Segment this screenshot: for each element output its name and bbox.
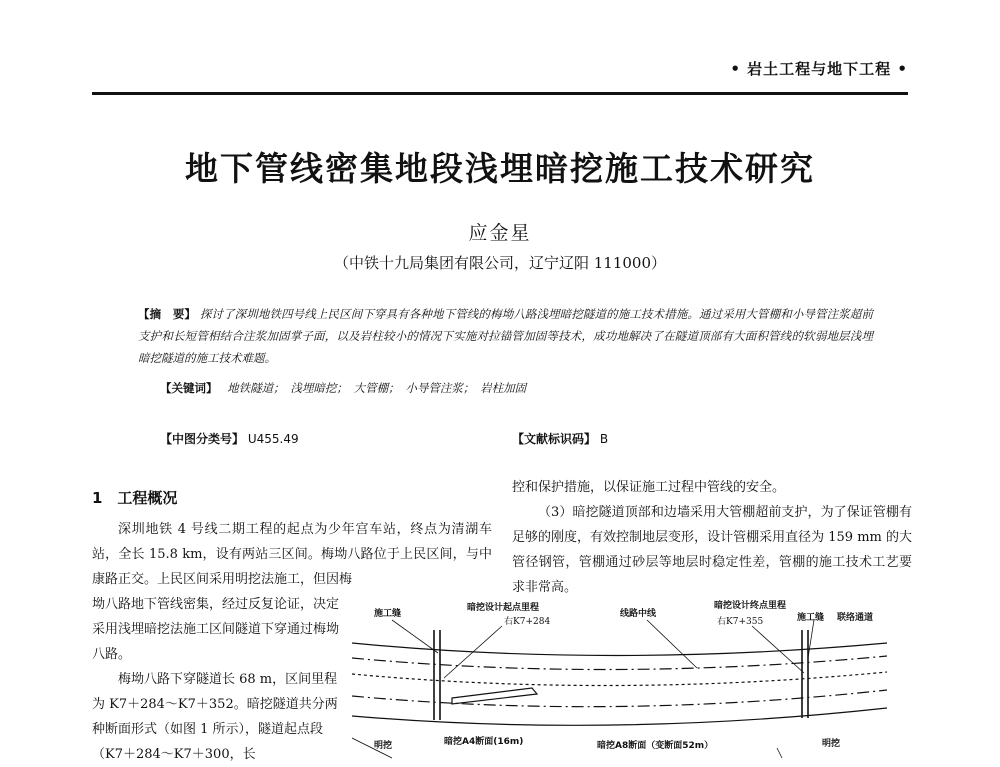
- header-bullet-left: •: [730, 60, 741, 78]
- label-start-value: 右K7+284: [504, 617, 551, 627]
- label-section-a4: 暗挖A4断面(16m): [444, 737, 524, 747]
- tunnel-center-dash-lower: [352, 690, 887, 707]
- label-open-cut-left: 明挖: [374, 741, 393, 751]
- right-column-line-1: 控和保护措施，以保证施工过程中管线的安全。: [512, 480, 786, 495]
- body-paragraph-left-narrow: [92, 592, 342, 767]
- dim-tick-right: [777, 748, 782, 758]
- pipeline-dotted-line: [352, 672, 887, 686]
- header-bullet-right: •: [897, 60, 908, 78]
- tunnel-center-dash-upper: [352, 656, 887, 670]
- tunnel-outer-bottom-line: [352, 708, 887, 725]
- leader-centerline: [647, 620, 697, 668]
- body-paragraph-3: （3）暗挖隧道顶部和边墙采用大管棚超前支护，为了保证管棚有足够的刚度，有效控制地层变形，设计管棚采用直径为 159 mm 的大管径钢管，管棚通过砂层等地层时稳定性差，管棚的施工技术工艺要求非常高。: [512, 505, 912, 595]
- header-rule: [92, 92, 908, 95]
- leader-start: [444, 626, 502, 678]
- clc-value: U455.49: [247, 432, 299, 446]
- paper-author: 应金星: [468, 222, 532, 244]
- document-code: [512, 430, 608, 447]
- label-construction-joint-right: 施工缝: [797, 613, 825, 623]
- clc-number: [160, 430, 299, 447]
- keywords-text: 地铁隧道； 浅埋暗挖； 大管棚； 小导管注浆； 岩柱加固: [227, 381, 527, 395]
- right-column-text: [512, 475, 912, 600]
- author-affiliation: （中铁十九局集团有限公司，辽宁辽阳 111000）: [333, 254, 667, 272]
- label-construction-joint-left: 施工缝: [374, 609, 402, 619]
- keywords: [160, 380, 526, 396]
- paper-title: 地下管线密集地段浅埋暗挖施工技术研究: [185, 149, 815, 188]
- doc-code-value: B: [599, 432, 609, 446]
- leader-joint-right: [808, 620, 814, 658]
- body-paragraph-1: 深圳地铁 4 号线二期工程的起点为少年宫车站，终点为清湖车站，全长 15.8 km，设有两站三区间。梅坳八路位于上民区间，与中康路正交。上民区间采用明挖法施工，但因梅: [92, 522, 492, 587]
- body-paragraph-2: 梅坳八路下穿隧道长 68 m，区间里程为 K7＋284～K7＋352。暗挖隧道共分两种断面形式（如图 1 所示），隧道起点段（K7＋284～K7＋300，长: [92, 672, 338, 762]
- label-centerline: 线路中线: [620, 609, 657, 619]
- label-link-passage: 联络通道: [837, 613, 874, 623]
- abstract-text: 探讨了深圳地铁四号线上民区间下穿具有各种地下管线的梅坳八路浅埋暗挖隧道的施工技术措施。通过采用大管棚和小导管注浆超前支护和长短管相结合注浆加固掌子面，以及岩柱较小的情况下实施对拉锚管加固等技术，成功地解决了在隧道顶部有大面积管线的软弱地层浅埋暗挖隧道的施工技术难题。: [138, 307, 873, 365]
- label-start-mileage: 暗挖设计起点里程: [467, 603, 540, 613]
- figure-1-tunnel-plan: [352, 598, 912, 760]
- label-open-cut-right: 明挖: [822, 739, 841, 749]
- shaft-block: [452, 688, 537, 704]
- keywords-label: 【关键词】: [160, 381, 218, 395]
- section-heading: 1 工程概况: [92, 489, 178, 507]
- header-section-name: 岩土工程与地下工程: [747, 60, 892, 78]
- journal-section-header: [730, 58, 908, 79]
- abstract: [138, 303, 873, 369]
- clc-label: 【中图分类号】: [160, 432, 245, 446]
- abstract-label: 【摘 要】: [138, 307, 197, 321]
- body-paragraph-1-cont: 坳八路地下管线密集，经过反复论证，决定采用浅埋暗挖法施工区间隧道下穿通过梅坳八路。: [92, 597, 340, 662]
- label-section-a8: 暗挖A8断面（变断面52m）: [597, 741, 714, 751]
- doc-code-label: 【文献标识码】: [512, 432, 597, 446]
- label-end-value: 右K7+355: [717, 617, 764, 627]
- label-end-mileage: 暗挖设计终点里程: [714, 601, 787, 611]
